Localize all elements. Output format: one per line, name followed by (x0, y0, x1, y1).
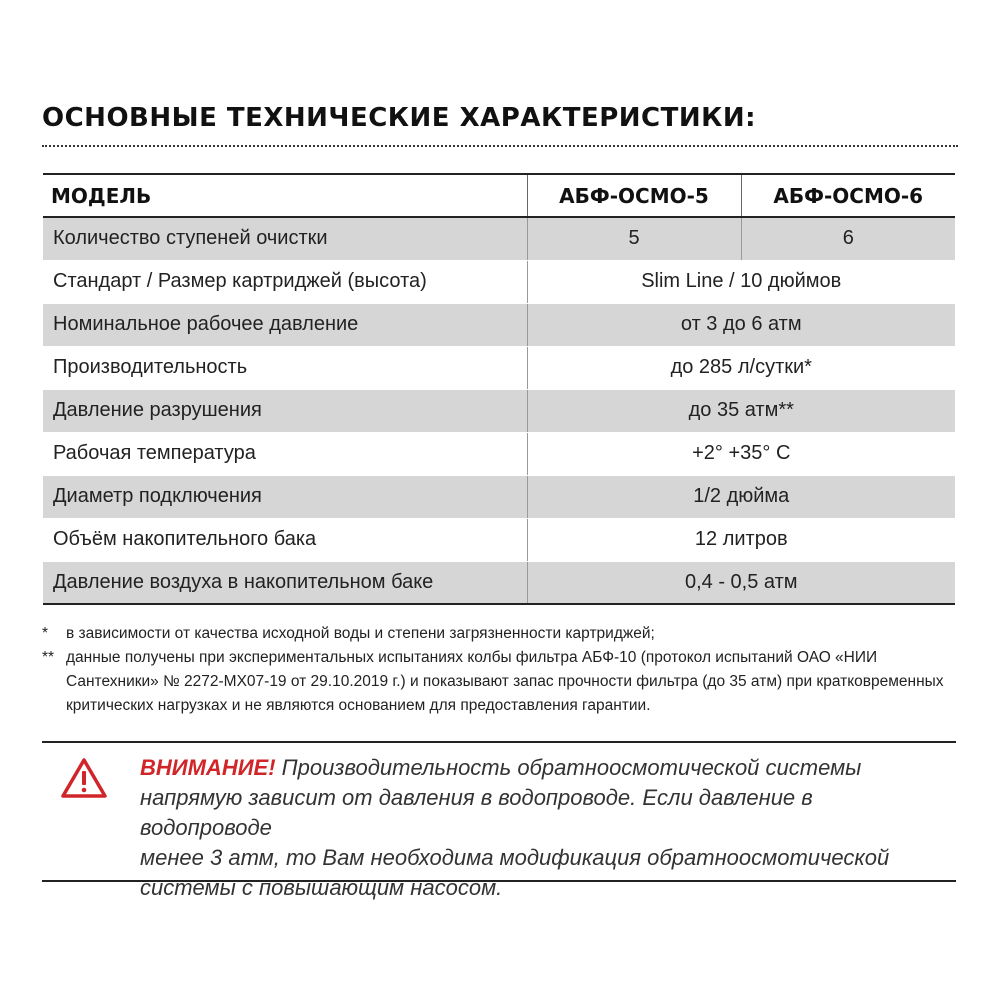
table-row (43, 518, 955, 561)
footnote-mark: * (42, 625, 49, 642)
table-row (43, 561, 955, 604)
footnote (42, 622, 952, 646)
row-label: Номинальное рабочее давление (43, 303, 527, 346)
table-row (43, 432, 955, 475)
row-value: Slim Line / 10 дюймов (527, 260, 955, 303)
specifications-table (43, 173, 955, 605)
row-value: 1/2 дюйма (527, 475, 955, 518)
table-row (43, 346, 955, 389)
warning-attention-label: ВНИМАНИЕ! (140, 755, 276, 780)
row-value: +2° +35° С (527, 432, 955, 475)
header-model: МОДЕЛЬ (43, 174, 527, 217)
row-value: от 3 до 6 атм (527, 303, 955, 346)
row-value-model-2: 6 (741, 217, 955, 260)
page-title: ОСНОВНЫЕ ТЕХНИЧЕСКИЕ ХАРАКТЕРИСТИКИ: (42, 103, 757, 133)
footnote (42, 646, 952, 718)
title-dotted-divider (42, 145, 958, 147)
warning-line: ВНИМАНИЕ! Производительность обратноосмотической системы (140, 755, 862, 780)
row-label: Производительность (43, 346, 527, 389)
warning-line: напрямую зависит от давления в водопроводе. Если давление в водопроводе (140, 785, 813, 840)
row-label: Рабочая температура (43, 432, 527, 475)
table-row (43, 389, 955, 432)
header-model-1: АБФ-ОСМО-5 (527, 174, 741, 217)
row-label: Стандарт / Размер картриджей (высота) (43, 260, 527, 303)
header-model-2: АБФ-ОСМО-6 (741, 174, 955, 217)
warning-triangle-icon (60, 756, 108, 800)
warning-line: системы с повышающим насосом. (140, 875, 503, 900)
table-header-row (43, 174, 955, 217)
table-row (43, 217, 955, 260)
footnote-mark: ** (42, 649, 55, 666)
table-row (43, 475, 955, 518)
row-value: до 285 л/сутки* (527, 346, 955, 389)
row-label: Диаметр подключения (43, 475, 527, 518)
row-value: 0,4 - 0,5 атм (527, 561, 955, 604)
footnote-text: данные получены при экспериментальных испытаниях колбы фильтра АБФ-10 (протокол испытаний ОАО «НИИ Сантехники» № 2272-МХ07-19 от 29.10.2019 г.) и показывают запас прочности фильтра (до 35 атм) при кратковременных критических нагрузках и не являются основанием для предоставления гарантии. (66, 649, 944, 714)
row-value-model-1: 5 (527, 217, 741, 260)
warning-bottom-divider (42, 880, 956, 882)
warning-line: менее 3 атм, то Вам необходима модификация обратноосмотической (140, 845, 890, 870)
row-label: Количество ступеней очистки (43, 217, 527, 260)
row-label: Давление разрушения (43, 389, 527, 432)
footnotes (42, 622, 952, 718)
table-row (43, 260, 955, 303)
row-label: Объём накопительного бака (43, 518, 527, 561)
row-value: до 35 атм** (527, 389, 955, 432)
warning-top-divider (42, 741, 956, 743)
row-label: Давление воздуха в накопительном баке (43, 561, 527, 604)
row-value: 12 литров (527, 518, 955, 561)
table-row (43, 303, 955, 346)
footnote-text: в зависимости от качества исходной воды и степени загрязненности картриджей; (66, 625, 655, 642)
